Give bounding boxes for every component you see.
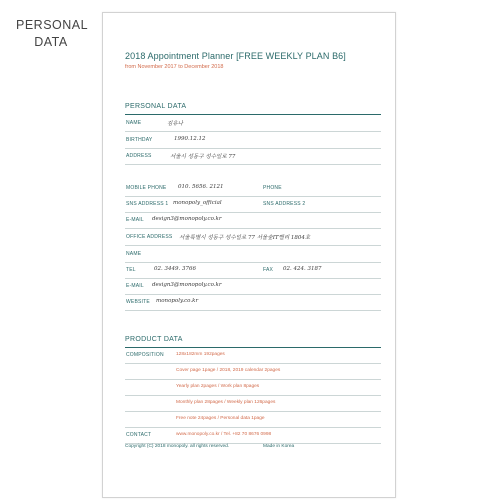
row-email-2 — [125, 279, 381, 295]
phone-label: PHONE — [263, 185, 282, 191]
row-composition-4 — [125, 396, 381, 412]
row-composition-1 — [125, 348, 381, 364]
name-value: 김유나 — [167, 121, 183, 127]
tel-label: TEL — [126, 267, 136, 273]
office-address-label: OFFICE ADDRESS — [126, 234, 173, 240]
sns-address-1-value: monopoly_official — [173, 200, 222, 206]
product-data-heading: PRODUCT DATA — [125, 336, 183, 343]
address-label: ADDRESS — [126, 153, 152, 159]
made-in-text: Made in Korea — [263, 444, 295, 449]
row-office-address — [125, 230, 381, 246]
email-2-label: E-MAIL — [126, 283, 144, 289]
row-tel-fax — [125, 263, 381, 279]
row-email — [125, 213, 381, 229]
contact-value: www.monopoly.co.kr / Tel. +82 70 8676 0998 — [176, 432, 272, 437]
row-contact — [125, 428, 381, 444]
address-value: 서울시 성동구 성수일로 77 — [170, 154, 236, 160]
row-composition-2 — [125, 364, 381, 380]
website-value: monopoly.co.kr — [156, 298, 199, 304]
row-address — [125, 149, 381, 165]
row-name — [125, 116, 381, 132]
row-mobile-phone — [125, 181, 381, 197]
composition-item: Yearly plan 2pages / Work plan 8pages — [176, 384, 260, 389]
contact-label: CONTACT — [126, 432, 152, 438]
fax-value: 02. 424. 3187 — [283, 266, 322, 272]
fax-label: FAX — [263, 267, 274, 273]
row-sns — [125, 197, 381, 213]
row-composition-5 — [125, 412, 381, 428]
sns-address-1-label: SNS ADDRESS 1 — [126, 201, 169, 207]
composition-item: 128x182mm 192pages — [176, 352, 225, 357]
birthday-label: BIRTHDAY — [126, 137, 153, 143]
row-website — [125, 295, 381, 311]
birthday-value: 1990.12.12 — [174, 136, 206, 142]
tel-value: 02. 3449. 3766 — [154, 266, 196, 272]
composition-item: Monthly plan 28pages / Weekly plan 126pages — [176, 400, 276, 405]
personal-data-rule — [125, 114, 381, 115]
side-label-line-1: PERSONAL — [16, 18, 89, 32]
planner-title: 2018 Appointment Planner [FREE WEEKLY PLAN B6] — [125, 51, 346, 61]
email-value: design3@monopoly.co.kr — [152, 216, 222, 222]
composition-item: Cover page 1page / 2018, 2019 calendar 2pages — [176, 368, 281, 373]
email-label: E-MAIL — [126, 217, 144, 223]
composition-item: Free note 24pages / Personal data 1page — [176, 416, 265, 421]
planner-page — [102, 12, 396, 498]
office-address-value: 서울특별시 성동구 성수일로 77 서울숲IT밸리 1804호 — [179, 235, 311, 241]
side-label-line-2: DATA — [34, 35, 68, 49]
row-composition-3 — [125, 380, 381, 396]
name-label: NAME — [126, 120, 142, 126]
row-birthday — [125, 133, 381, 149]
office-name-label: NAME — [126, 251, 142, 257]
personal-data-heading: PERSONAL DATA — [125, 103, 187, 110]
side-label — [16, 17, 89, 51]
sns-address-2-label: SNS ADDRESS 2 — [263, 201, 306, 207]
row-office-name — [125, 247, 381, 263]
mobile-phone-value: 010. 5656. 2121 — [178, 184, 224, 190]
copyright-text: Copyright (C) 2018 monopoly. all rights reserved. — [125, 444, 230, 449]
mobile-phone-label: MOBILE PHONE — [126, 185, 167, 191]
website-label: WEBSITE — [126, 299, 150, 305]
planner-subtitle: from November 2017 to December 2018 — [125, 64, 224, 70]
email-2-value: design3@monopoly.co.kr — [152, 282, 222, 288]
composition-label: COMPOSITION — [126, 352, 164, 358]
